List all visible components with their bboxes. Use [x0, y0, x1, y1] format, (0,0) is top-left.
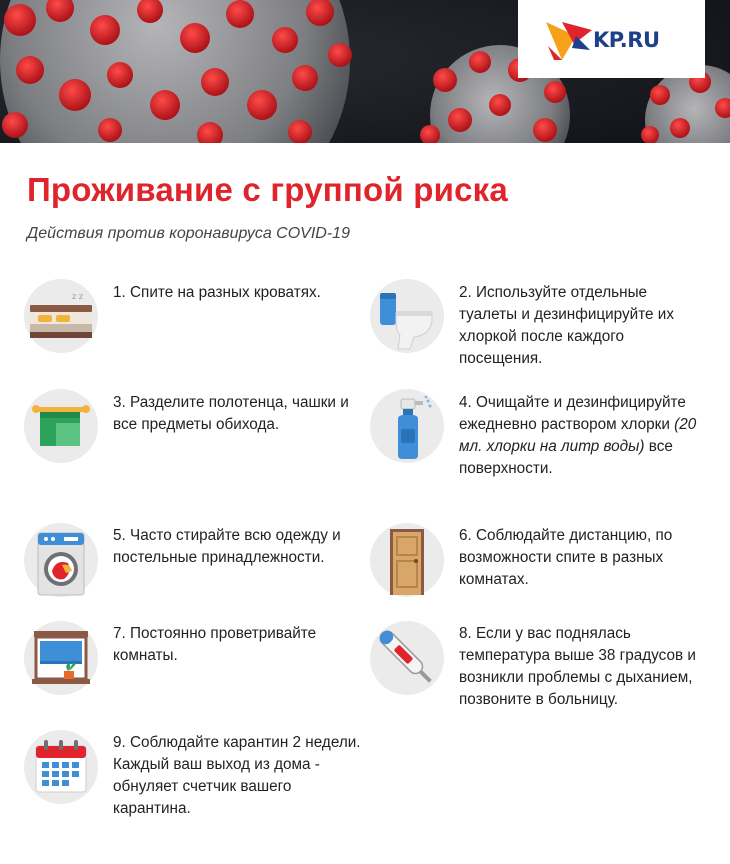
spray-bottle-icon: [370, 389, 444, 463]
toilet-icon: [370, 279, 444, 353]
tip-text: 6. Соблюдайте дистанцию, по возможности спите в разных комнатах.: [459, 527, 673, 588]
door-icon: [370, 523, 444, 597]
tip-text: 7. Постоянно проветривайте комнаты.: [113, 625, 317, 664]
tip-text-note: (20 мл. хлорки на литр воды): [459, 416, 697, 455]
bed-icon: [24, 279, 98, 353]
brand-logo-text: KP.RU: [593, 28, 660, 52]
tip-text: 8. Если у вас поднялась температура выше 38 градусов и возникли проблемы с дыханием, позвоните в больницу.: [459, 625, 696, 708]
tip-text: 5. Часто стирайте всю одежду и постельные принадлежности.: [113, 527, 341, 566]
tip-text: 2. Используйте отдельные туалеты и дезинфицируйте их хлоркой после каждого посещения.: [459, 284, 674, 367]
washing-machine-icon: [24, 523, 98, 597]
tip-text-main: 4. Очищайте и дезинфицируйте ежедневно раствором хлорки: [459, 394, 686, 433]
calendar-icon: [24, 730, 98, 804]
tip-text: [459, 392, 719, 480]
window-icon: [24, 621, 98, 695]
page-title: Проживание с группой риска: [27, 171, 508, 208]
towel-icon: [24, 389, 98, 463]
svg-text:z z: z z: [72, 292, 83, 301]
tip-text-end: все поверхности.: [459, 438, 673, 477]
page-subtitle: Действия против коронавируса COVID-19: [27, 225, 350, 242]
thermometer-icon: [370, 621, 444, 695]
tip-text: 3. Разделите полотенца, чашки и все предметы обихода.: [113, 394, 349, 433]
tip-text: 9. Соблюдайте карантин 2 недели. Каждый ваш выход из дома - обнуляет счетчик вашего карантина.: [113, 734, 361, 817]
tip-text: 1. Спите на разных кроватях.: [113, 284, 321, 301]
